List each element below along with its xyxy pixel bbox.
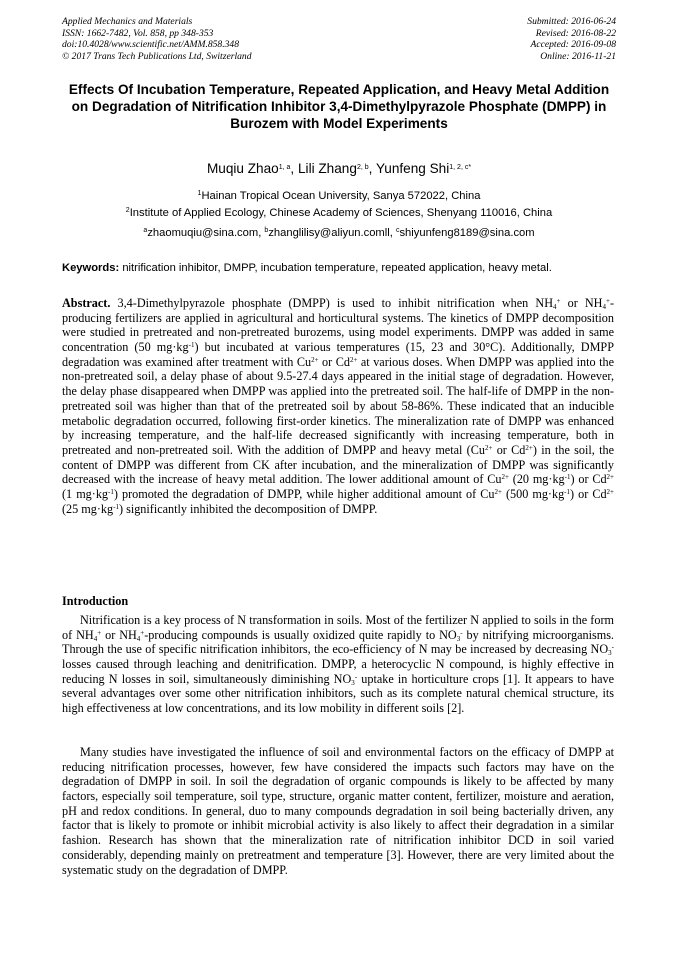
affiliation <box>60 206 618 220</box>
publication-dates <box>527 16 616 62</box>
date-revised: Revised: 2016-08-22 <box>535 27 616 39</box>
keywords <box>62 261 618 275</box>
journal-issn: ISSN: 1662-7482, Vol. 858, pp 348-353 <box>62 27 214 39</box>
journal-copyright: © 2017 Trans Tech Publications Ltd, Switzerland <box>62 50 252 62</box>
email-sup: c <box>395 227 400 234</box>
author-name: Muqiu Zhao <box>206 161 279 176</box>
author-affil-sup: 1, a <box>278 164 291 171</box>
date-submitted: Submitted: 2016-06-24 <box>527 16 616 27</box>
date-online: Online: 2016-11-21 <box>540 50 616 62</box>
email-link[interactable]: zhanglilisy@aliyun.comll <box>268 227 390 239</box>
email-link[interactable]: shiyunfeng8189@sina.com <box>399 227 535 239</box>
paragraph: Nitrification is a key process of N transformation in soils. Most of the fertilizer N applied to soils in the form of $NH_4^+$ or $NH_4^+$-producing compounds is usually oxidized quite rapidly to $NO_3^-$ by nitrifying microorganisms. Through the use of specific nitrification inhibitors, the eco-efficiency of N may be increased by decreasing $NO_3^-$ losses caused through leaching and denitrification. DMPP, a heterocyclic N compound, is highly effective in reducing N losses in soil, simultaneously diminishing $NO_3^-$ uptake in horticulture crops [1]. It appears to have several advantages over some other nitrification inhibitors, such as its complete natural chemical structure, its high effectiveness at low concentrations, and its low mobility in different soils [2]. <box>62 613 614 716</box>
affiliation <box>60 189 618 203</box>
keywords-label: Keywords: <box>62 262 120 274</box>
author-list: Muqiu Zhao$^{1, a}$, Lili Zhang$^{2, b}$, Yunfeng Shi$^{1, 2, c*}$ <box>206 161 472 176</box>
date-accepted: Accepted: 2016-09-08 <box>530 39 616 51</box>
journal-info <box>62 16 252 62</box>
affiliation-text: Institute of Applied Ecology, Chinese Academy of Sciences, Shenyang 110016, China <box>129 207 553 219</box>
email-sup: b <box>264 227 269 234</box>
section-heading-introduction: Introduction <box>62 594 129 608</box>
affiliation-text: Hainan Tropical Ocean University, Sanya 572022, China <box>201 190 481 202</box>
author-name: Yunfeng Shi <box>375 161 450 176</box>
email-link[interactable]: zhaomuqiu@sina.com <box>147 227 259 239</box>
affiliation-number: 2 <box>125 207 130 214</box>
paper-title: Effects Of Incubation Temperature, Repeated Application, and Heavy Metal Addition on Degradation of Nitrification Inhibitor 3,4-Dimethylpyrazole Phosphate (DMPP) in Burozem with Model Experiments <box>68 82 610 132</box>
paragraph: Many studies have investigated the influence of soil and environmental factors on the efficacy of DMPP at reducing nitrification processes, however, few have considered the impacts such factors may have on the degradation of DMPP in soil. In soil the degradation of organic compounds is likely to be affected by many factors, especially soil temperature, soil type, structure, organic matter content, fertilizer, moisture and aeration, pH and redox conditions. In general, duo to many compounds degradation in soil being bacterially driven, any factor that is likely to promote or inhibit microbial activity is also likely to affect their degradation in a similar fashion. Research has shown that the mineralization rate of nitrification inhibitor DCD in soil varied considerably, depending mainly on pretreatment and temperature [3]. However, there are very limited about the systematic study on the degradation of DMPP. <box>62 745 614 877</box>
keywords-text: nitrification inhibitor, DMPP, incubation temperature, repeated application, heavy metal. <box>122 262 552 274</box>
author-affil-sup: 2, b <box>356 164 369 171</box>
author-name: Lili Zhang <box>297 161 357 176</box>
journal-doi: doi:10.4028/www.scientific.net/AMM.858.348 <box>62 39 240 51</box>
author-affil-sup: 1, 2, c* <box>449 164 472 171</box>
journal-name: Applied Mechanics and Materials <box>62 16 193 27</box>
affiliation-number: 1 <box>197 190 202 197</box>
abstract: Abstract. 3,4-Dimethylpyrazole phosphate (DMPP) is used to inhibit nitrification when $NH_4^+$ or $NH_4^+$-producing fertilizers are applied in agricultural and horticultural systems. The kinetics of DMPP decomposition were studied in pretreated and non-pretreated burozems, using model experiments. DMPP was added in same concentration (50 $mg\cdot kg^{-1}$) but incubated at various temperatures (15, 23 and 30°C). Additionally, DMPP degradation was examined after treatment with $Cu^{2+}$ or $Cd^{2+}$ at various doses. When DMPP was applied into the non-pretreated soil, a delay phase of about 9.5-27.4 days appeared in the initial stage of degradation. However, the delay phase disappeared when DMPP was applied into the pretreated soil. The half-life of DMPP in the non-pretreated soil was higher than that of the pretreated soil by about 58-86%. These indicated that an inducible metabolic degradation occurred, following first-order kinetics. The mineralization rate of DMPP was enhanced by increasing temperature, and the half-life decreased significantly with increasing temperature, both in pretreated and non-pretreated soil. With the addition of DMPP and heavy metal ($Cu^{2+}$ or $Cd^{2+}$) in the soil, the content of DMPP was different from CK after incubation, and the mineralization of DMPP was significantly decreased with the increase of heavy metal addition. The lower additional amount of $Cu^{2+}$ (20 $mg\cdot kg^{-1}$) or $Cd^{2+}$ (1 $mg\cdot kg^{-1}$) promoted the degradation of DMPP, while higher additional amount of $Cu^{2+}$ (500 $mg\cdot kg^{-1}$) or $Cd^{2+}$ (25 $mg\cdot kg^{-1}$) significantly inhibited the decomposition of DMPP. <box>62 296 614 516</box>
author-emails: $^a$zhaomuqiu@sina.com, $^b$zhanglilisy@aliyun.comll, $^c$shiyunfeng8189@sina.com <box>143 227 535 239</box>
email-sup: a <box>143 227 148 234</box>
abstract-label: Abstract. <box>62 296 111 310</box>
